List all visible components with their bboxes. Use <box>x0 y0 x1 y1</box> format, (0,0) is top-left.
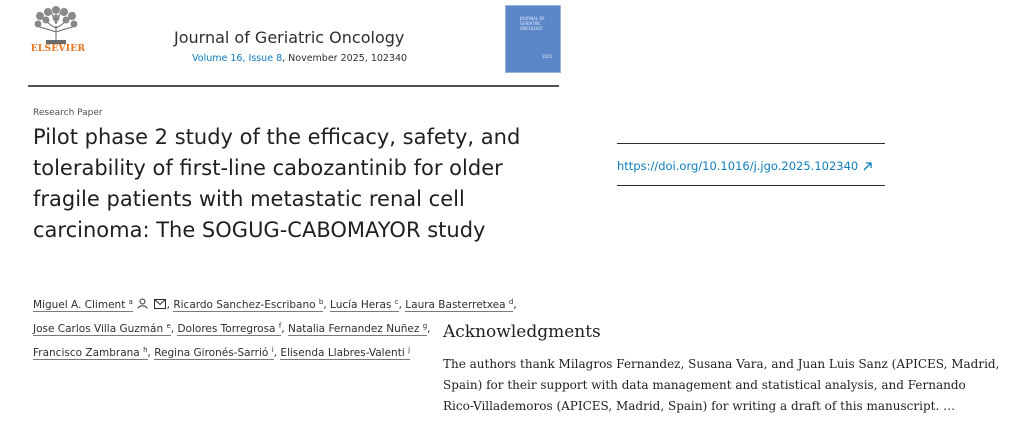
author-link[interactable]: Regina Gironés-Sarrió $^i$ <box>154 346 274 359</box>
author-link[interactable]: Jose Carlos Villa Guzmán $^e$ <box>33 322 171 335</box>
doi-text: https://doi.org/10.1016/j.jgo.2025.102340 <box>617 159 859 173</box>
acknowledgments-text <box>443 354 1018 417</box>
elsevier-tree-icon <box>28 6 84 46</box>
header-divider <box>28 85 559 87</box>
envelope-icon[interactable] <box>154 299 166 309</box>
author-link[interactable]: Natalia Fernandez Nuñez $^g$ <box>288 322 428 335</box>
author-link[interactable]: Dolores Torregrosa $^f$ <box>177 322 282 335</box>
article-type: Research Paper <box>33 108 103 118</box>
doi-divider-bottom <box>617 185 885 186</box>
article-title: Pilot phase 2 study of the efficacy, safety, and tolerability of first-line cabozantinib for older fragile patients with metastatic renal cell carcinoma: The SOGUG-CABOMAYOR study <box>33 125 521 242</box>
external-link-icon <box>863 162 872 171</box>
cover-year: 2025 <box>542 54 553 59</box>
author-list: Miguel A. Climent $^a$ , Ricardo Sanchez-Escribano $^b$, Lucía Heras $^c$, Laura Basterretxea $^d$, Jose Carlos Villa Guzmán $^e$, Dolores Torregrosa $^f$, Natalia Fernandez Nuñez $^g$, Francisco Zambrana $^h$, Regina Gironés-Sarrió $^i$, Elisenda Llabres-Valenti $^j$ <box>33 298 517 359</box>
author-link[interactable]: Francisco Zambrana $^h$ <box>33 346 148 359</box>
journal-title[interactable]: Journal of Geriatric Oncology <box>174 28 405 47</box>
acknowledgments-line: The authors thank Milagros Fernandez, Susana Vara, and Juan Luis Sanz (APICES, Madrid, <box>443 357 1000 371</box>
person-icon[interactable] <box>137 298 148 309</box>
author-link[interactable]: Ricardo Sanchez-Escribano $^b$ <box>173 298 324 311</box>
author-link[interactable]: Laura Basterretxea $^d$ <box>405 298 514 311</box>
acknowledgments-line: Rico-Villademoros (APICES, Madrid, Spain) for writing a draft of this manuscript. … <box>443 399 956 413</box>
journal-cover-thumbnail[interactable] <box>505 5 561 73</box>
acknowledgments-heading: Acknowledgments <box>443 322 601 342</box>
acknowledgments-line: Spain) for their support with data management and statistical analysis, and Fernando <box>443 378 966 392</box>
author-link[interactable]: Elisenda Llabres-Valenti $^j$ <box>280 346 411 359</box>
issue-line <box>192 53 407 64</box>
issue-date-article: , November 2025, 102340 <box>282 53 408 64</box>
doi-link[interactable] <box>617 159 873 173</box>
author-link[interactable]: Lucía Heras $^c$ <box>330 298 399 311</box>
cover-title: JOURNAL OF GERIATRIC ONCOLOGY <box>520 16 545 31</box>
publisher-name: ELSEVIER <box>30 44 86 54</box>
volume-issue-link[interactable]: Volume 16, Issue 8 <box>192 53 283 64</box>
doi-divider-top <box>617 143 885 144</box>
author-link[interactable]: Miguel A. Climent $^a$ <box>33 298 133 311</box>
